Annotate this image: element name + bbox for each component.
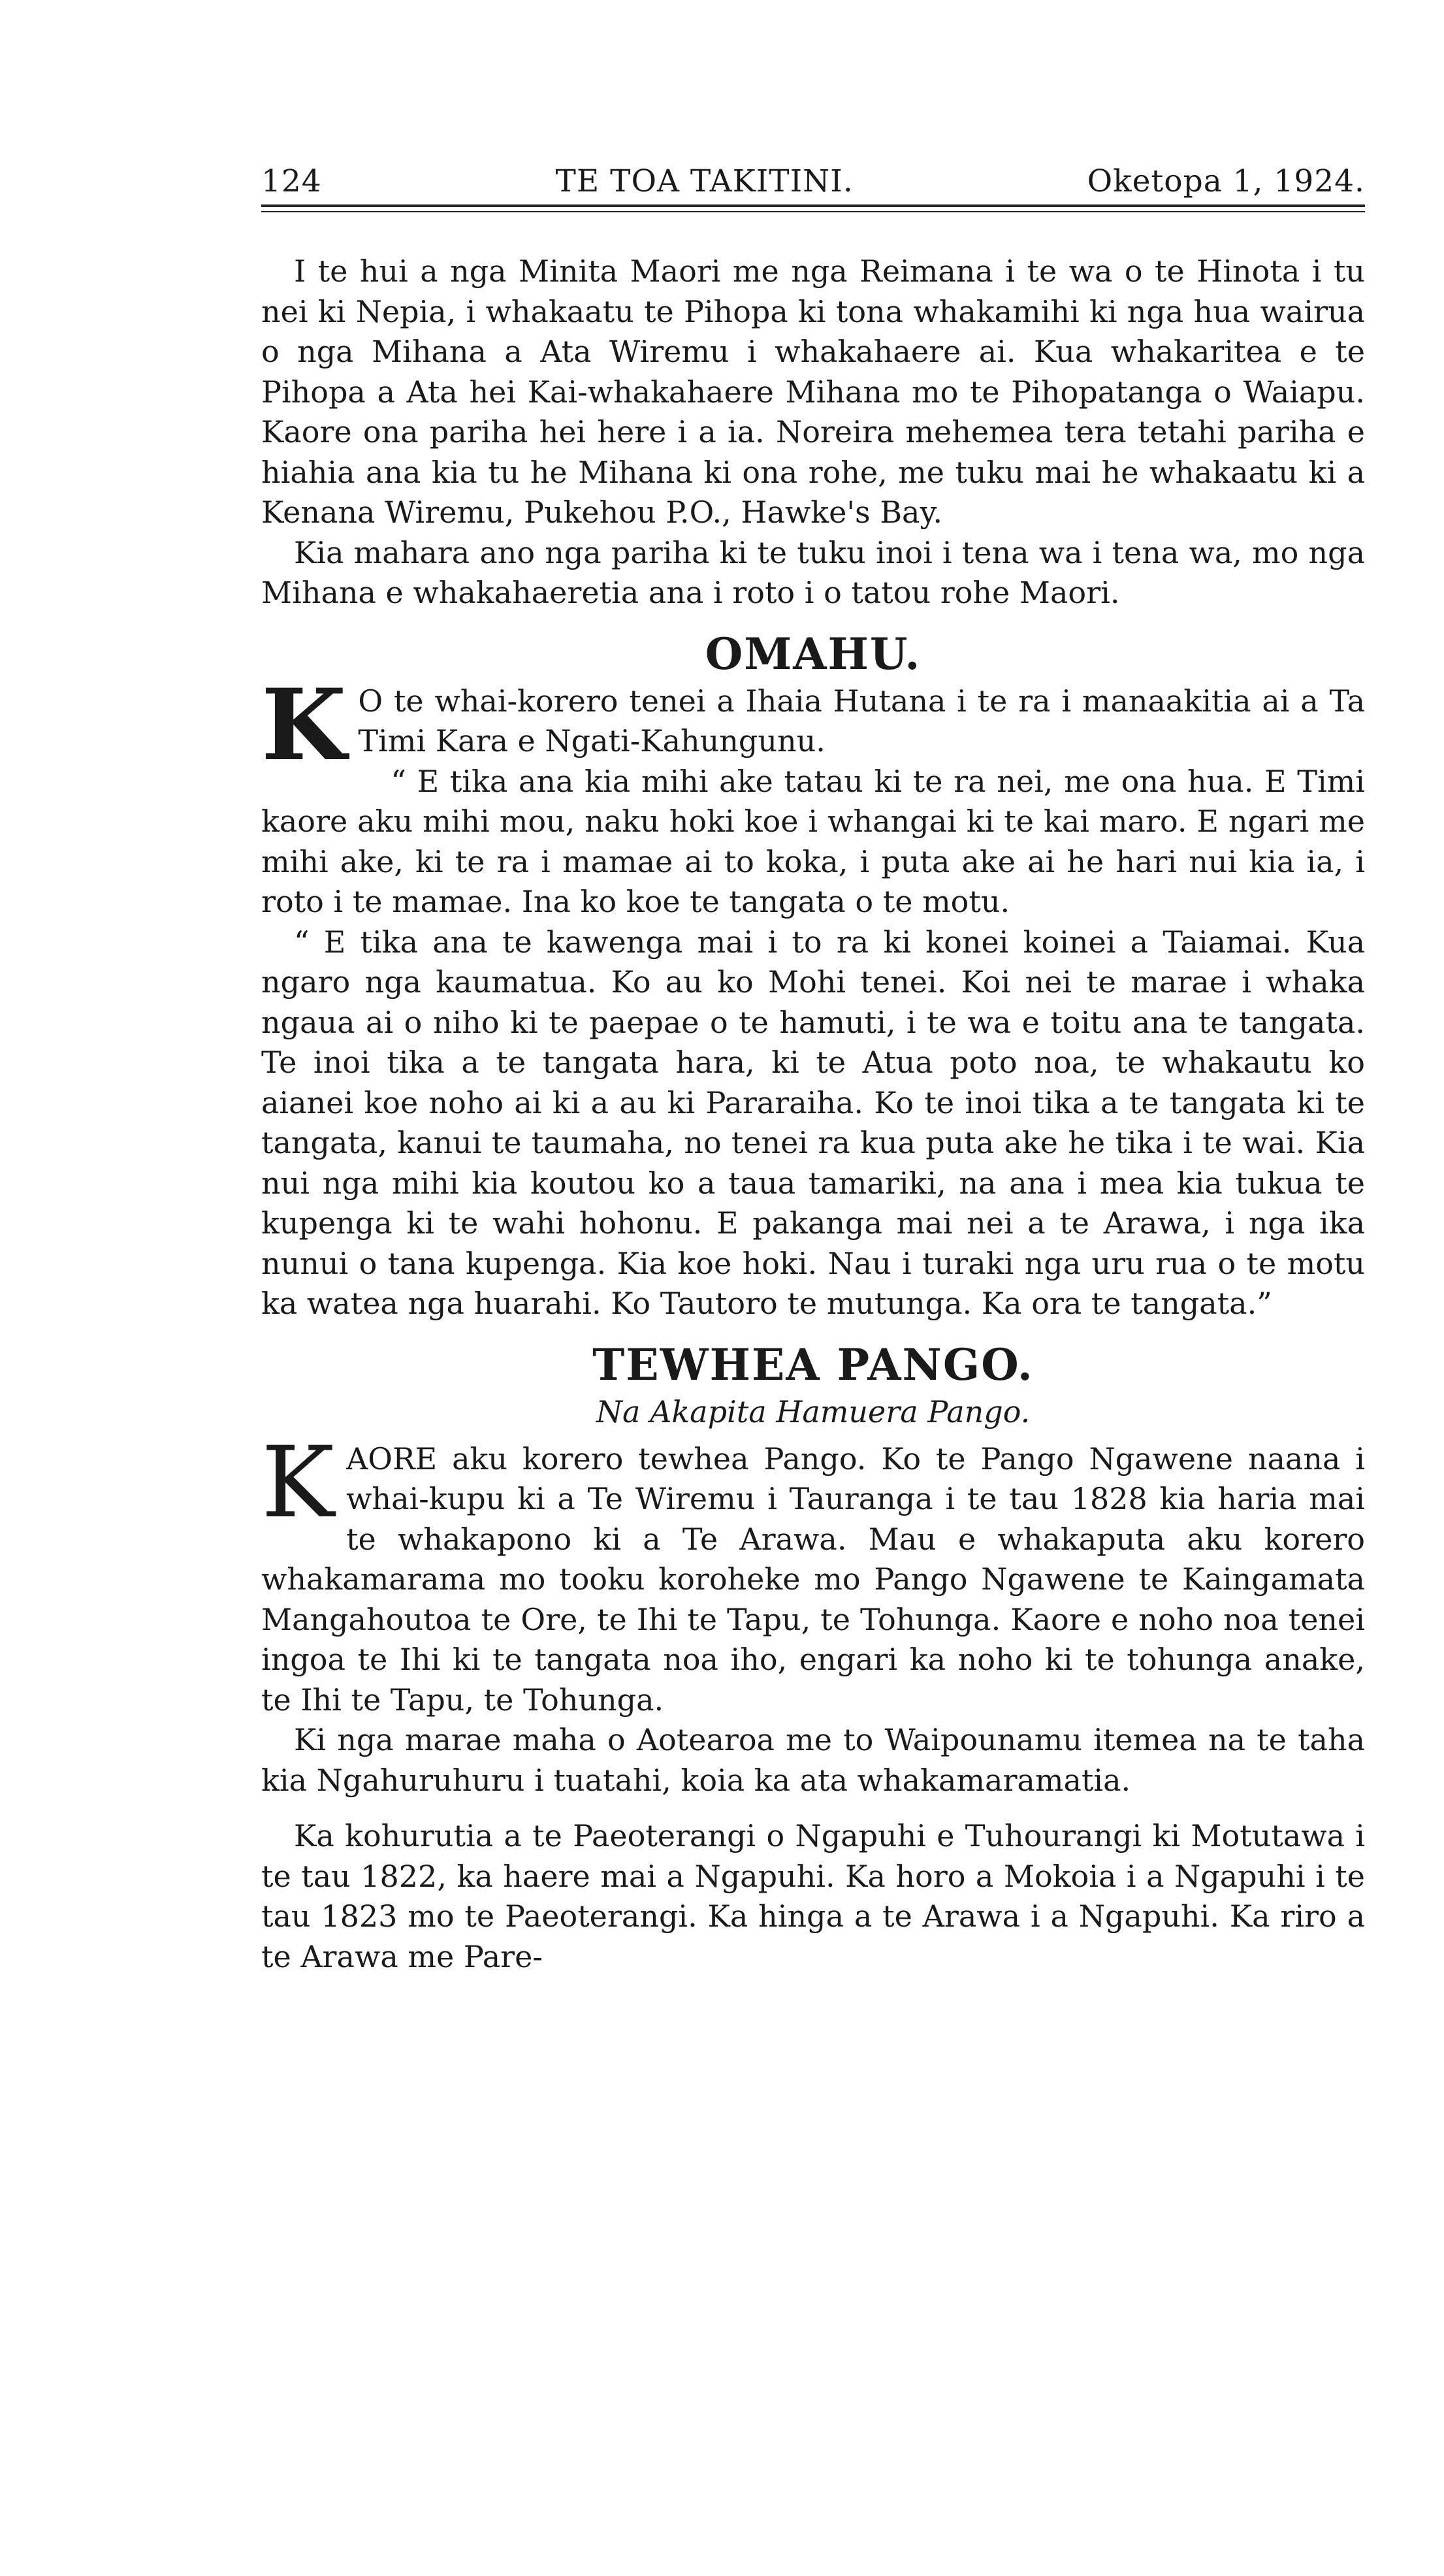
intro-section bbox=[261, 252, 1365, 613]
omahu-paragraph-3: “ E tika ana te kawenga mai i to ra ki konei koinei a Taiamai. Kua ngaro nga kaumatua. Ko au ko Mohi tenei. Koi nei te marae i whaka ngaua ai o niho ki te paepae o te hamuti, i te wa e toitu ana te tangata. Te inoi tika a te tangata hara, ki te Atua poto noa, te whakautu ko aianei koe noho ai ki a au ki Pararaiha. Ko te inoi tika a te tangata ki te tangata, kanui te taumaha, no tenei ra kua puta ake he tika i te wai. Kia nui nga mihi kia koutou ko a taua tamariki, na ana i mea kia tukua te kupenga ki te wahi hohonu. E pakanga mai nei a te Arawa, i nga ika nunui o tana kupenga. Kia koe hoki. Nau i turaki nga uru rua o te motu ka watea nga huarahi. Ko Tautoro te mutunga. Ka ora te tangata.” bbox=[261, 924, 1365, 1321]
omahu-paragraph-1 bbox=[261, 667, 1365, 783]
tewhea-paragraph-1-text: AORE aku korero tewhea Pango. Ko te Pango Ngawene naana i whai-kupu ki a Te Wiremu i Tauranga i te tau 1828 kia haria mai te whakapono ki a Te Arawa. Mau e whakaputa aku korero whakamarama mo tooku koroheke mo Pango Ngawene te Kaingamata Mangahoutoa te Ore, te Ihi te Tapu, te Tohunga. Kaore e noho noa tenei ingoa te Ihi ki te tangata noa iho, engari ka noho ki te tohunga anake, te Ihi te Tapu, te Tohunga. bbox=[261, 1441, 1365, 1718]
section-title-tewhea-pango: TEWHEA PANGO. bbox=[592, 1339, 1034, 1390]
intro-paragraph-1: I te hui a nga Minita Maori me nga Reimana i te wa o te Hinota i tu nei ki Nepia, i whakaatu te Pihopa ki tona whakamihi ki nga hua wairua o nga Mihana a Ata Wiremu i whakahaere ai. Kua whakaritea e te Pihopa a Ata hei Kai-whakahaere Mihana mo te Pihopatanga o Waiapu. Kaore ona pariha hei here i a ia. Noreira mehemea tera tetahi pariha e hiahia ana kia tu he Mihana ki ona rohe, me tuku mai he whakaatu ki a Kenana Wiremu, Pukehou P.O., Hawke's Bay. bbox=[261, 253, 1365, 530]
tewhea-paragraph-2: Ki nga marae maha o Aotearoa me to Waipounamu itemea na te taha kia Ngahuruhuru i tuatahi, koia ka ata whakamaramatia. bbox=[261, 1722, 1365, 1798]
section-title-omahu: OMAHU. bbox=[705, 628, 922, 679]
omahu-paragraph-1-text: O te whai-korero tenei a Ihaia Hutana i te ra i manaakitia ai a Ta Timi Kara e Ngati-Kahungunu. bbox=[358, 683, 1365, 758]
tewhea-section bbox=[261, 1341, 1365, 1978]
drop-cap: K bbox=[261, 1426, 335, 1540]
page-number: 124 bbox=[261, 163, 322, 199]
journal-title: TE TOA TAKITINI. bbox=[555, 163, 854, 199]
drop-cap: K bbox=[261, 667, 347, 783]
tewhea-paragraph-3: Ka kohurutia a te Paeoterangi o Ngapuhi e Tuhourangi ki Motutawa i te tau 1822, ka haere mai a Ngapuhi. Ka horo a Mokoia i a Ngapuhi i te tau 1823 mo te Paeoterangi. Ka hinga a te Arawa i a Ngapuhi. Ka riro a te Arawa me Pare- bbox=[261, 1818, 1365, 1974]
section-byline: Na Akapita Hamuera Pango. bbox=[596, 1394, 1031, 1429]
page bbox=[261, 163, 1365, 1977]
running-head bbox=[261, 163, 1365, 207]
omahu-section bbox=[261, 630, 1365, 1324]
intro-paragraph-2: Kia mahara ano nga pariha ki te tuku inoi i tena wa i tena wa, mo nga Mihana e whakahaeretia ana i roto i o tatou rohe Maori. bbox=[261, 534, 1365, 610]
tewhea-paragraph-1 bbox=[261, 1426, 1365, 1721]
omahu-paragraph-2: “ E tika ana kia mihi ake tatau ki te ra nei, me ona hua. E Timi kaore aku mihi mou, naku hoki koe i whangai ki te kai maro. E ngari me mihi ake, ki te ra i mamae ai to koka, i puta ake ai he hari nui kia ia, i roto i te mamae. Ina ko koe te tangata o te motu. bbox=[261, 763, 1365, 919]
header-rule bbox=[261, 211, 1365, 212]
issue-date: Oketopa 1, 1924. bbox=[1087, 163, 1365, 199]
